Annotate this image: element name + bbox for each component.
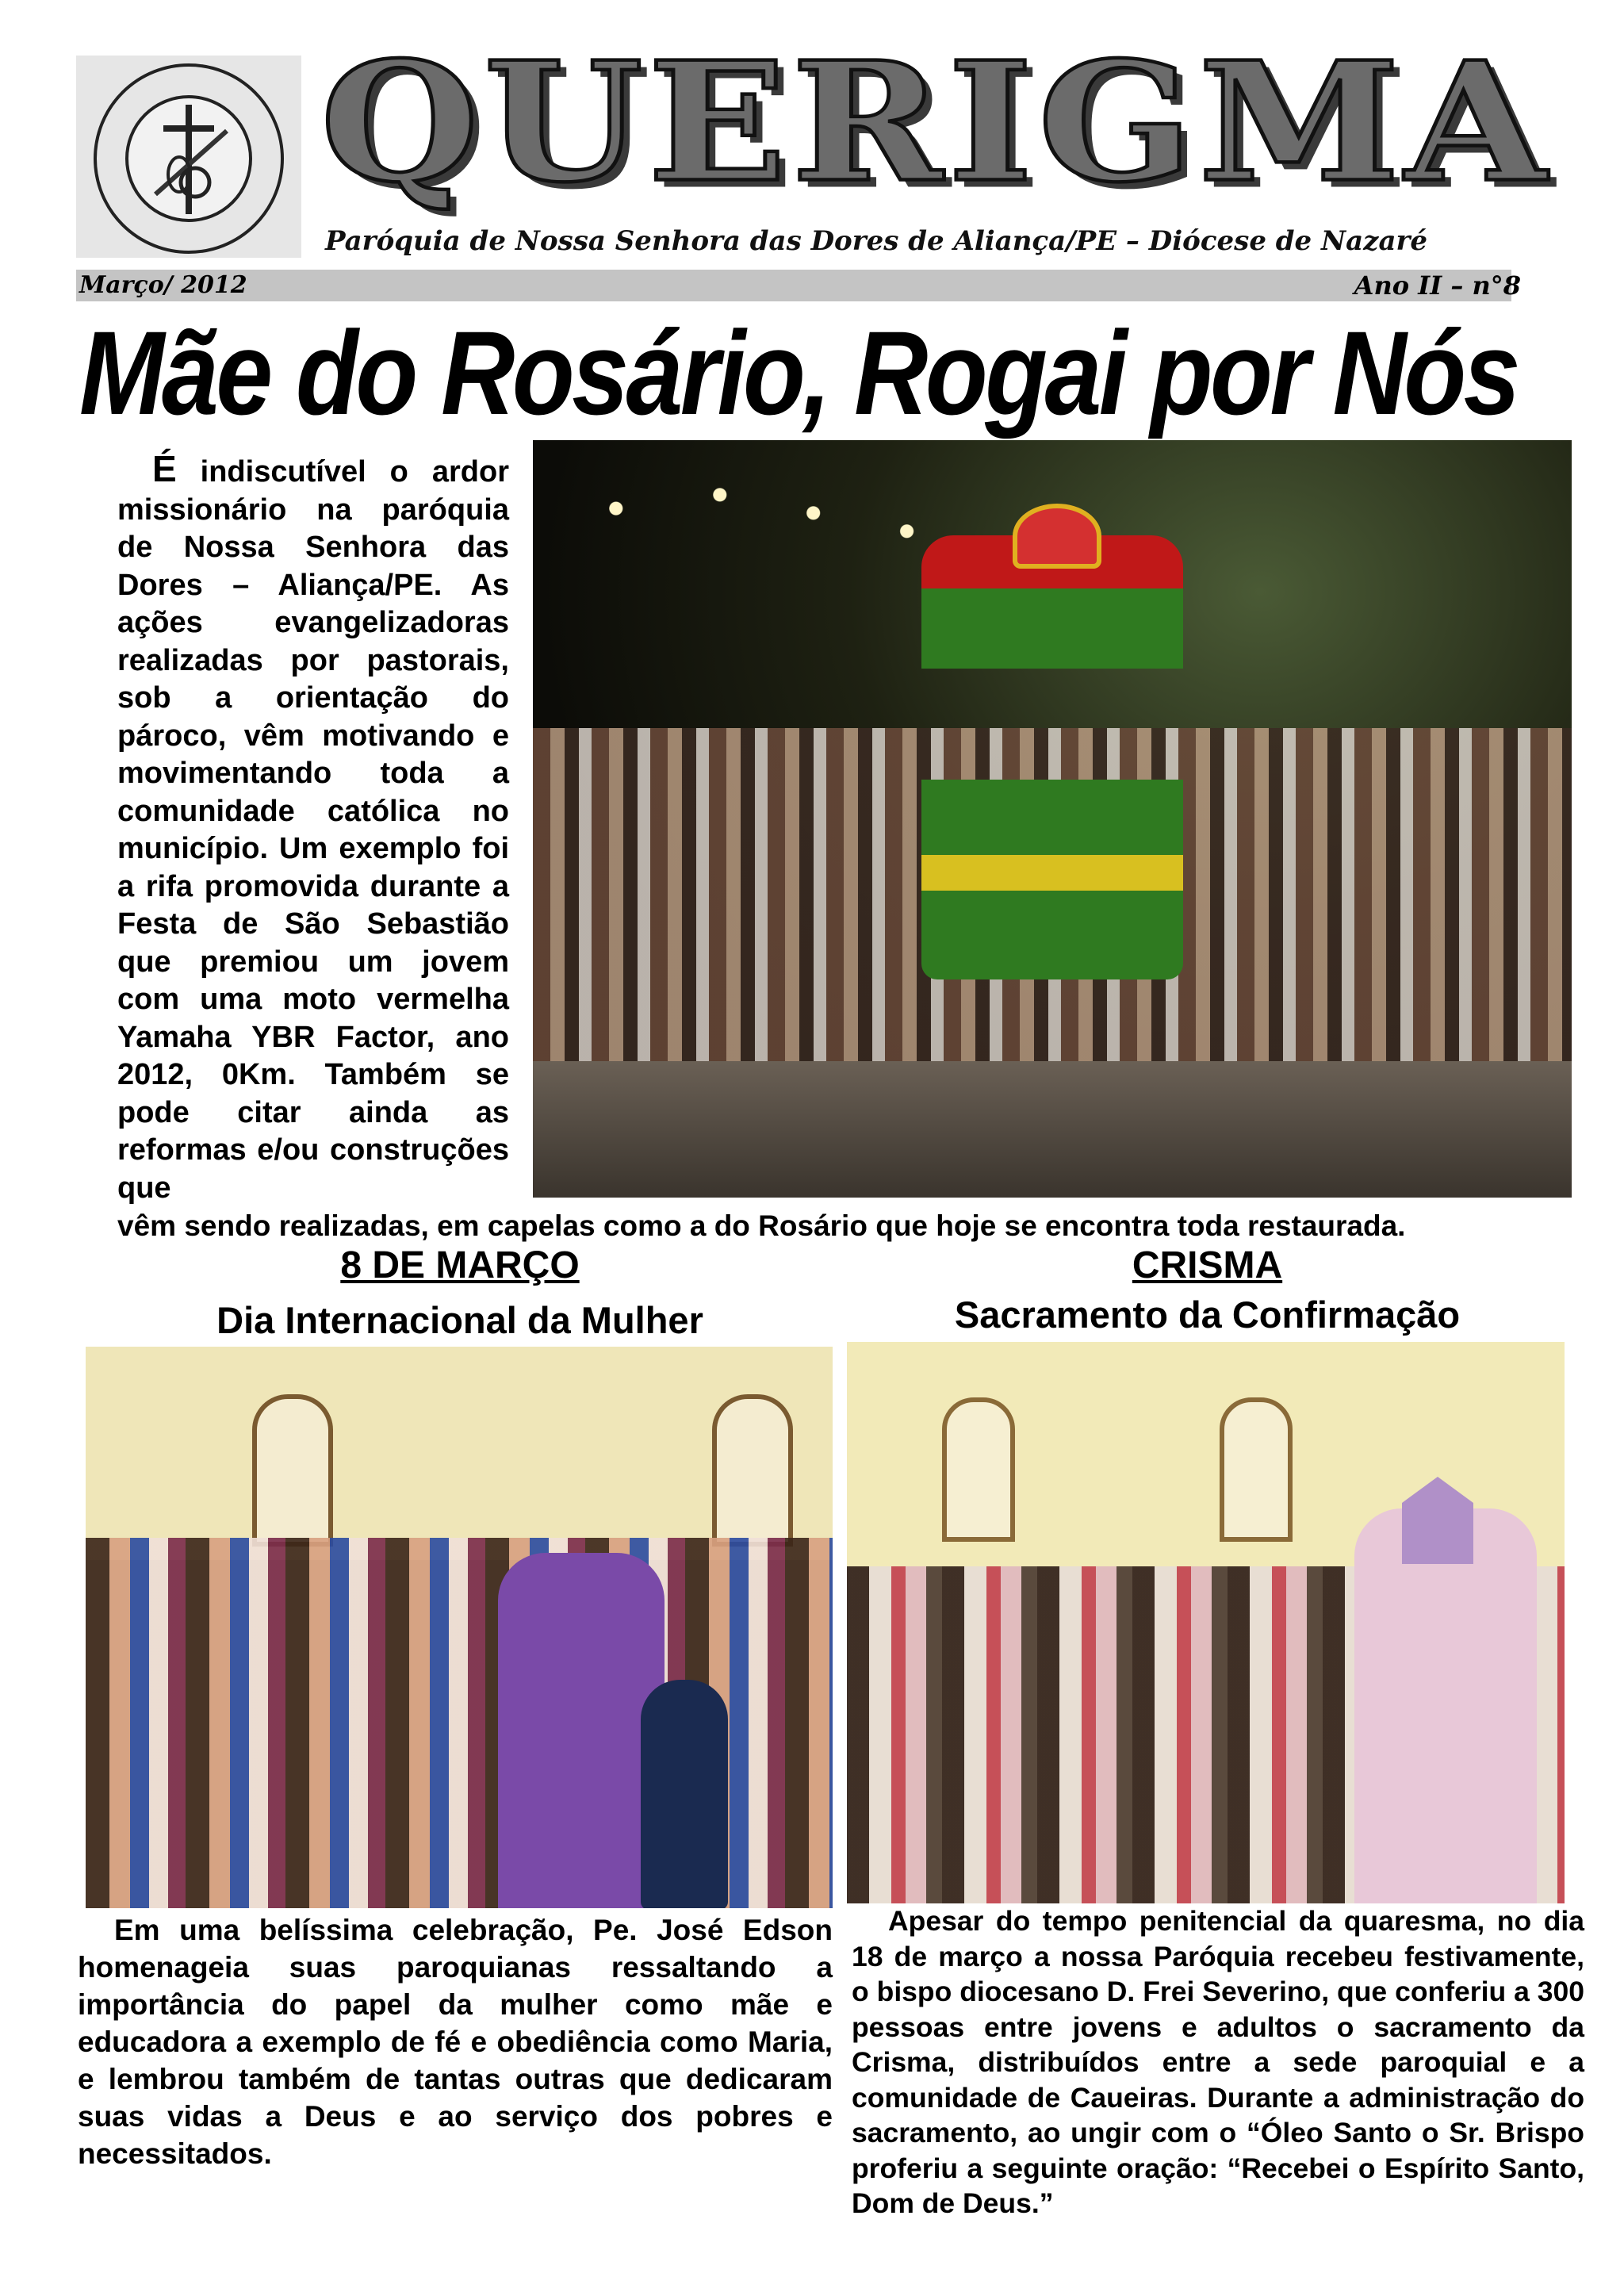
flower-float [921, 535, 1183, 979]
women-celebration-photo [86, 1347, 833, 1908]
lead-article [117, 450, 509, 1212]
church-arch [252, 1394, 333, 1547]
crisma-article-body: Apesar do tempo penitencial da quaresma, no dia 18 de março a nossa Paróquia recebeu festivamente, o bispo diocesano D. Frei Severino, que conferiu a 300 pessoas entre jovens e adultos o sacramento da Crisma, distribuídos entre a sede paroquial e a comunidade de Caueiras. Durante a administração do sacramento, ao ungir com o “Óleo Santo o Sr. Brispo proferiu a seguinte oração: “Recebei o Espírito Santo, Dom de Deus.” [852, 1905, 1584, 2219]
lead-continuation: vêm sendo realizadas, em capelas como a do Rosário que hoje se encontra toda restaurada. [117, 1209, 1406, 1242]
mitre [1402, 1477, 1473, 1564]
procession-photo [533, 440, 1572, 1198]
crisma-section-subtitle: Sacramento da Confirmação [954, 1294, 1461, 1336]
crown [1013, 504, 1101, 569]
lead-body: indiscutível o ardor missionário na paróquia de Nossa Senhora das Dores – Aliança/PE. As ações evangelizadoras realizadas por pastorais, sob a orientação do pároco, vêm motivando e movimentando toda a comunidade católica no município. Um exemplo foi a rifa promovida durante a Festa de São Sebastião que premiou um jovem com uma moto vermelha Yamaha YBR Factor, ano 2012, 0Km. Também se pode citar ainda as reformas e/ou construções que [117, 455, 509, 1205]
bishop [1354, 1508, 1537, 1903]
newspaper-subtitle: Paróquia de Nossa Senhora das Dores de Aliança/PE – Diócese de Nazaré [325, 225, 1428, 257]
church-arch [942, 1397, 1015, 1542]
crisma-section-title: CRISMA [1132, 1244, 1283, 1286]
issue-date: Março/ 2012 [79, 271, 247, 299]
women-article-body: Em uma belíssima celebração, Pe. José Edson homenageia suas paroquianas ressaltando a importância do papel da mulher como mãe e educadora a exemplo de fé e obediência como Maria, e lembrou também de tantas outras que dedicaram suas vidas a Deus e ao serviço dos pobres e necessitados. [78, 1914, 833, 2170]
crisma-article [852, 1903, 1584, 2221]
women-article [78, 1911, 833, 2181]
women-section-title: 8 DE MARÇO [340, 1244, 580, 1286]
church-arch [1220, 1397, 1293, 1542]
women-section-subtitle: Dia Internacional da Mulher [216, 1299, 703, 1341]
street [533, 1061, 1572, 1198]
parish-seal-icon [76, 56, 301, 258]
statue [641, 1680, 728, 1908]
priest [498, 1553, 665, 1908]
issue-number: Ano II – n°8 [1354, 270, 1521, 301]
main-headline: Mãe do Rosário, Rogai por Nós [79, 306, 1518, 439]
parish-logo [76, 56, 301, 258]
newspaper-title: QUERIGMA [320, 26, 1552, 219]
lead-dropcap: É [152, 448, 177, 489]
crisma-photo [847, 1342, 1565, 1903]
date-bar [76, 270, 1511, 301]
church-arch [712, 1394, 793, 1547]
